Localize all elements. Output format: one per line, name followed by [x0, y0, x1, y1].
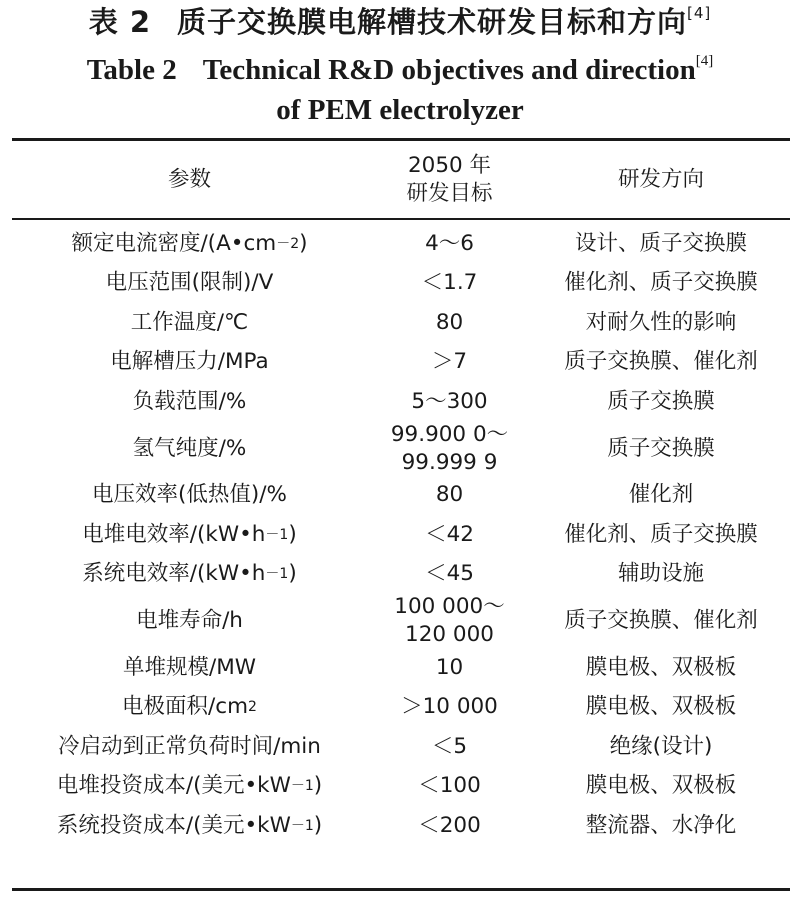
parameter-tail: ) — [299, 230, 308, 256]
table-bottom-rule — [12, 888, 790, 891]
cell-target: ＜100 — [418, 773, 481, 799]
header-parameter: 参数 — [167, 166, 211, 192]
cell-direction: 膜电极、双极板 — [585, 694, 737, 720]
cell-direction: 整流器、水净化 — [585, 812, 737, 838]
caption-cn-reference: [4] — [687, 4, 712, 22]
cell-target: ＞10 000 — [401, 694, 498, 720]
table-row — [12, 224, 790, 264]
parameter-text: 电解槽压力/MPa — [110, 349, 269, 375]
parameter-text: 电堆投资成本/(美元•kW — [56, 773, 291, 799]
cell-direction: 催化剂、质子交换膜 — [564, 521, 758, 547]
parameter-text: 电堆电效率/(kW•h — [82, 521, 266, 547]
cell-direction: 催化剂 — [628, 482, 694, 508]
cell-target: 80 — [435, 309, 464, 335]
target-target-line1: 99.900 0～ — [390, 421, 509, 447]
cell-target — [367, 594, 532, 648]
parameter-tail: ) — [313, 812, 323, 838]
header-target-line1: 2050 年 — [407, 152, 492, 178]
table-body — [12, 224, 790, 884]
caption-cn-number: 表 2 — [88, 5, 151, 39]
cell-parameter — [12, 264, 367, 304]
cell-parameter — [12, 382, 367, 422]
table-row — [12, 555, 790, 595]
cell-target: ＜1.7 — [421, 270, 478, 296]
parameter-text: 负载范围/% — [132, 388, 247, 414]
cell-parameter: 系统电效率/(kW•h －1 ) — [82, 561, 297, 587]
table-caption-english-line2: of PEM electrolyzer — [276, 94, 524, 126]
header-direction: 研发方向 — [617, 166, 704, 192]
cell-parameter — [12, 422, 367, 476]
caption-en-title: Technical R&D objectives and direction — [202, 54, 696, 86]
parameter-text: 系统投资成本/(美元•kW — [56, 812, 291, 838]
cell-parameter: 电堆电效率/(kW•h －1 ) — [82, 521, 297, 547]
table-header-rule — [12, 218, 790, 220]
cell-direction: 膜电极、双极板 — [585, 654, 737, 680]
cell-direction: 绝缘(设计) — [609, 733, 713, 759]
table-row — [12, 303, 790, 343]
cell-direction: 催化剂、质子交换膜 — [564, 270, 758, 296]
table-row — [12, 648, 790, 688]
caption-cn-title: 质子交换膜电解槽技术研发目标和方向 — [177, 5, 688, 39]
table-caption-chinese — [0, 2, 800, 42]
table-row — [12, 594, 790, 648]
cell-direction: 膜电极、双极板 — [585, 773, 737, 799]
table-row — [12, 343, 790, 383]
parameter-text: 电压效率(低热值)/% — [92, 482, 287, 508]
parameter-text: 电压范围(限制)/V — [105, 270, 274, 296]
target-target-line2: 120 000 — [405, 622, 494, 647]
cell-direction: 质子交换膜 — [607, 435, 715, 461]
table-row — [12, 476, 790, 516]
caption-en-number: Table 2 — [86, 54, 177, 86]
table-header — [12, 141, 790, 218]
cell-target — [367, 422, 532, 476]
parameter-text: 工作温度/℃ — [130, 309, 249, 335]
parameter-text: 系统电效率/(kW•h — [82, 561, 266, 587]
cell-direction: 质子交换膜、催化剂 — [564, 349, 758, 375]
cell-parameter — [12, 594, 367, 648]
cell-direction: 设计、质子交换膜 — [574, 230, 747, 256]
header-target — [367, 141, 532, 218]
cell-direction: 质子交换膜 — [607, 388, 715, 414]
table-row — [12, 264, 790, 304]
table-row — [12, 515, 790, 555]
table-row — [12, 422, 790, 476]
cell-target: 10 — [435, 654, 464, 680]
parameter-tail: ) — [313, 773, 323, 799]
cell-parameter — [12, 727, 367, 767]
cell-parameter: 额定电流密度/(A•cm －2 ) — [71, 230, 308, 256]
cell-parameter — [12, 343, 367, 383]
table-row — [12, 382, 790, 422]
table-row — [12, 806, 790, 846]
table-row — [12, 688, 790, 728]
parameter-text: 额定电流密度/(A•cm — [71, 230, 277, 256]
table-caption-english-line1 — [0, 52, 800, 88]
cell-target: 80 — [435, 482, 464, 508]
cell-parameter — [12, 303, 367, 343]
table-row — [12, 727, 790, 767]
cell-direction: 辅助设施 — [617, 561, 704, 587]
header-target-line2: 研发目标 — [406, 180, 493, 206]
cell-parameter: 电堆投资成本/(美元•kW －1 ) — [56, 773, 323, 799]
cell-target: ＞7 — [431, 349, 468, 375]
parameter-text: 电堆寿命/h — [136, 608, 243, 633]
cell-target: ＜5 — [431, 733, 468, 759]
parameter-tail: ) — [288, 521, 297, 547]
caption-en-reference: [4] — [695, 53, 714, 69]
cell-parameter: 电极面积/cm 2 — [122, 694, 257, 720]
cell-target: 5～300 — [411, 388, 488, 414]
table-row — [12, 767, 790, 807]
cell-parameter: 系统投资成本/(美元•kW －1 ) — [56, 812, 323, 838]
cell-target: ＜42 — [425, 521, 474, 547]
target-target-line1: 100 000～ — [394, 594, 505, 619]
cell-target: 4～6 — [425, 230, 474, 256]
parameter-text: 氢气纯度/% — [132, 435, 247, 461]
cell-parameter — [12, 476, 367, 516]
parameter-text: 冷启动到正常负荷时间/min — [58, 733, 321, 759]
parameter-text: 单堆规模/MW — [122, 654, 257, 680]
cell-target: ＜200 — [418, 812, 481, 838]
parameter-tail: ) — [288, 561, 297, 587]
cell-parameter — [12, 648, 367, 688]
parameter-text: 电极面积/cm — [122, 694, 249, 720]
cell-direction: 质子交换膜、催化剂 — [564, 608, 758, 633]
cell-direction: 对耐久性的影响 — [585, 309, 737, 335]
cell-target: ＜45 — [425, 561, 474, 587]
target-target-line2: 99.999 9 — [401, 449, 498, 475]
